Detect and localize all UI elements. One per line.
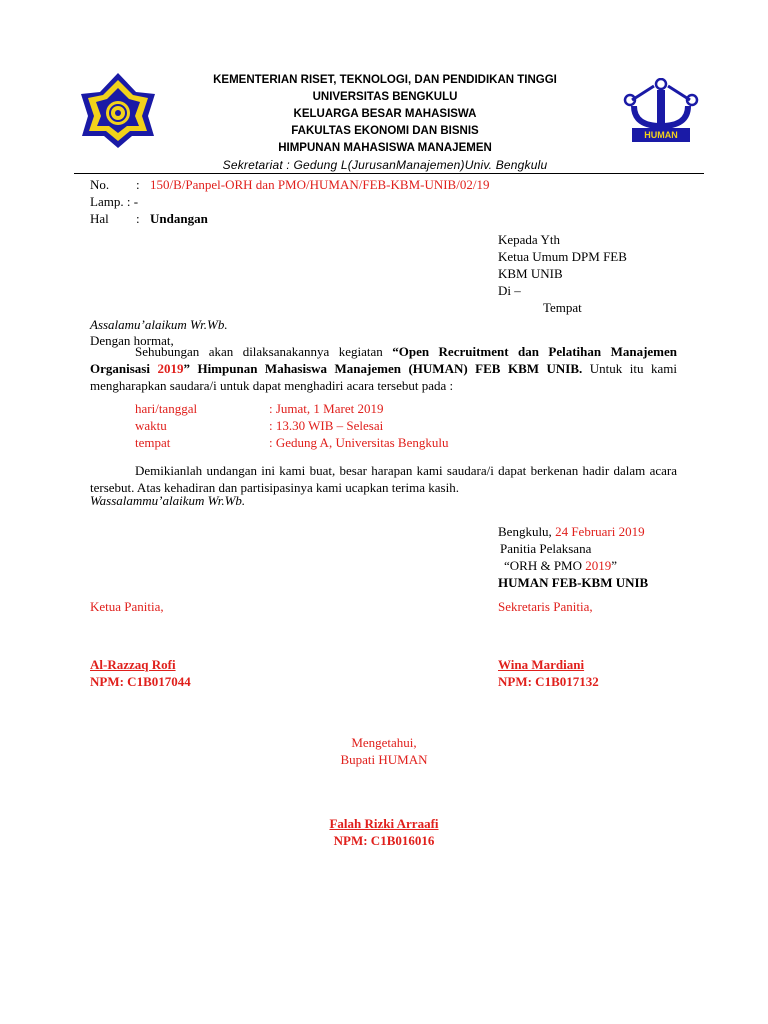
- signoff-block: [498, 523, 718, 591]
- center-title-line-1: Mengetahui,: [351, 735, 417, 750]
- recipient-line-3: KBM UNIB: [498, 266, 563, 281]
- ref-hal-value: Undangan: [150, 211, 208, 226]
- closing-paragraph: Demikianlah undangan ini kami buat, besar harapan kami saudara/i dapat berkenan hadir dalam acara tersebut. Atas kehadiran dan partisipasinya kami ucapkan terima kasih.: [90, 463, 677, 495]
- center-signer-name: Falah Rizki Arraafi: [329, 816, 439, 831]
- detail-time-value: : 13.30 WIB – Selesai: [269, 418, 384, 433]
- recipient-place: Tempat: [543, 300, 582, 315]
- ref-no-colon: :: [136, 177, 140, 192]
- signoff-committee: Panitia Pelaksana: [500, 541, 592, 556]
- university-logo: [78, 70, 158, 150]
- farewell: Wassalammu’alaikum Wr.Wb.: [90, 493, 246, 508]
- ref-lamp-label: Lamp. :: [90, 194, 131, 209]
- p1-intro: Sehubungan akan dilaksanakannya kegiatan: [135, 344, 393, 359]
- signoff-date: 24 Februari 2019: [555, 524, 645, 539]
- signoff-org: HUMAN FEB-KBM UNIB: [498, 575, 649, 590]
- signoff-city: Bengkulu,: [498, 524, 556, 539]
- letterhead-line-1: KEMENTERIAN RISET, TEKNOLOGI, DAN PENDIDIKAN TINGGI: [213, 74, 557, 86]
- secretariat-address: Sekretariat : Gedung L(JurusanManajemen)Univ. Bengkulu: [222, 158, 548, 172]
- center-signer-npm: NPM: C1B016016: [333, 833, 435, 848]
- signoff-date-line: [498, 523, 718, 540]
- left-signature-block: [90, 656, 191, 690]
- detail-place-value: : Gedung A, Universitas Bengkulu: [269, 435, 449, 450]
- detail-row-place: [135, 434, 635, 451]
- recipient-line-4: Di –: [498, 283, 521, 298]
- p1-year: 2019: [157, 361, 184, 376]
- letterhead-divider: [74, 173, 704, 174]
- right-signer-name: Wina Mardiani: [498, 657, 585, 672]
- recipient-line-1: Kepada Yth: [498, 232, 560, 247]
- ref-no-value: 150/B/Panpel-ORH dan PMO/HUMAN/FEB-KBM-UNIB/02/19: [150, 177, 490, 192]
- letterhead: [160, 72, 610, 174]
- right-signer-npm: NPM: C1B017132: [498, 674, 599, 689]
- letterhead-line-4: FAKULTAS EKONOMI DAN BISNIS: [291, 125, 479, 137]
- right-signature-title: Sekretaris Panitia,: [498, 599, 593, 614]
- recipient-line-2: Ketua Umum DPM FEB: [498, 249, 627, 264]
- letterhead-line-5: HIMPUNAN MAHASISWA MANAJEMEN: [278, 142, 492, 154]
- signoff-event-quote: ”: [611, 558, 618, 573]
- detail-time-label: waktu: [135, 418, 167, 433]
- body-paragraph-2: [90, 462, 677, 496]
- left-signer-name: Al-Razzaq Rofi: [90, 657, 176, 672]
- left-signature-title: Ketua Panitia,: [90, 599, 164, 614]
- ref-lamp-row: [90, 193, 690, 210]
- signoff-event-year: 2019: [585, 558, 612, 573]
- ref-hal-row: [90, 210, 690, 227]
- human-logo-text: HUMAN: [644, 130, 678, 140]
- letterhead-line-2: UNIVERSITAS BENGKULU: [312, 91, 458, 103]
- salutation: Dengan hormat,: [90, 333, 174, 348]
- ref-no-label: No.: [90, 177, 110, 192]
- reference-block: [90, 176, 690, 227]
- signoff-event: [498, 557, 718, 574]
- detail-date-label: hari/tanggal: [135, 401, 198, 416]
- letterhead-line-3: KELUARGA BESAR MAHASISWA: [293, 108, 477, 120]
- body-paragraph-1: [90, 343, 677, 394]
- detail-row-time: [135, 417, 635, 434]
- detail-date-value: : Jumat, 1 Maret 2019: [269, 401, 384, 416]
- signoff-event-name: “ORH & PMO: [504, 558, 586, 573]
- recipient-block: [498, 231, 698, 316]
- detail-row-date: [135, 400, 635, 417]
- center-title-line-2: Bupati HUMAN: [340, 752, 428, 767]
- center-signature-title: [284, 734, 484, 768]
- event-details: [135, 400, 635, 451]
- center-signature-block: [284, 815, 484, 849]
- detail-place-label: tempat: [135, 435, 171, 450]
- p1-event: “Open Recruitment dan Pelatihan Manajemen Organisasi: [90, 344, 677, 376]
- p1-request: Untuk itu kami mengharapkan saudara/i untuk dapat menghadiri acara tersebut pada :: [90, 361, 677, 393]
- p1-organizer: ” Himpunan Mahasiswa Manajemen (HUMAN) FEB KBM UNIB.: [183, 361, 583, 376]
- ref-hal-colon: :: [136, 211, 140, 226]
- right-signature-block: [498, 656, 599, 690]
- left-signer-npm: NPM: C1B017044: [90, 674, 191, 689]
- human-logo: [620, 78, 702, 144]
- greeting: Assalamu’alaikum Wr.Wb.: [90, 317, 228, 332]
- ref-lamp-value: -: [133, 194, 139, 209]
- ref-hal-label: Hal: [90, 211, 109, 226]
- ref-no-row: [90, 176, 690, 193]
